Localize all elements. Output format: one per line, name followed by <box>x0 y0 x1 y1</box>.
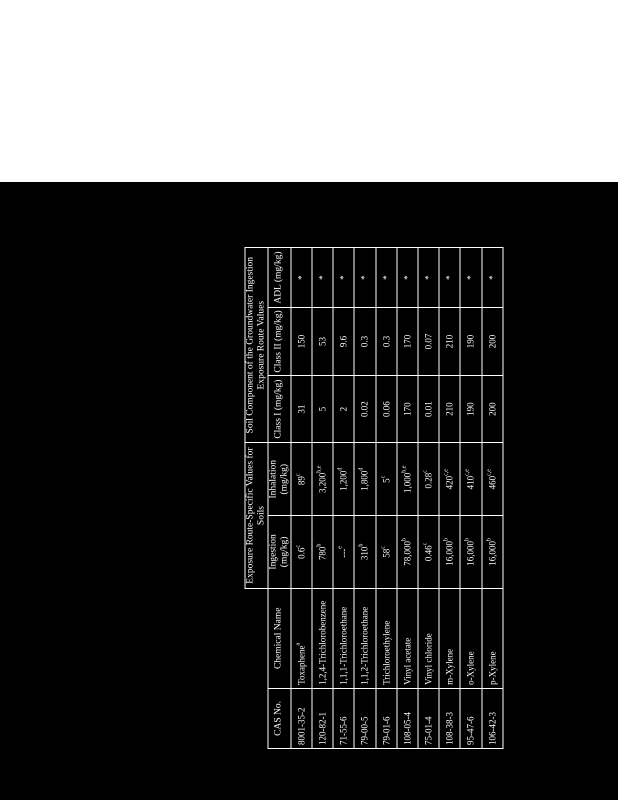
cas-cell <box>397 688 418 748</box>
class-2-cell-value: 150 <box>296 334 307 349</box>
ingestion-cell <box>333 516 354 589</box>
class-1-cell <box>460 375 481 443</box>
footnote-marker: e <box>337 546 344 549</box>
class-2-cell-value: 9.6 <box>338 335 349 348</box>
class-1-cell-value: 210 <box>444 402 455 416</box>
ingestion-cell <box>460 516 481 589</box>
cas-cell-value: 120-82-1 <box>317 712 328 745</box>
ingestion-cell-value: 58 <box>381 548 391 558</box>
inhalation-cell-value: 89 <box>296 476 307 486</box>
adl-cell-value: * <box>444 275 455 280</box>
class-2-cell-value: 0.3 <box>359 335 370 348</box>
class-1-cell <box>376 375 397 443</box>
exposure-route-header: Exposure Route-Specific Values for Soils <box>245 443 268 588</box>
footnote-marker: b,e <box>401 465 408 473</box>
inhalation-cell-value: 1,000 <box>402 472 413 493</box>
chemical-name-cell <box>397 588 418 688</box>
ingestion-cell-value: 16,000 <box>465 541 476 566</box>
class-2-cell <box>333 308 354 376</box>
cas-cell-value: 71-55-6 <box>338 716 349 745</box>
class-1-cell <box>354 375 375 443</box>
class-2-cell <box>460 308 481 376</box>
ingestion-cell-value: 78,000 <box>402 541 413 566</box>
ingestion-cell <box>312 516 333 589</box>
chemical-name-cell <box>333 588 354 688</box>
class-1-cell <box>397 375 418 443</box>
class-2-cell <box>376 308 397 376</box>
cas-cell-value: 8001-35-2 <box>296 707 307 745</box>
inhalation-cell-value: 420 <box>444 475 455 490</box>
chemical-name-cell-value: 1,1,1-Trichloroethane <box>338 606 349 685</box>
footnote-marker: c <box>295 544 302 548</box>
adl-cell <box>354 248 375 308</box>
footnote-marker: c <box>380 546 386 549</box>
chemical-name-cell-value: p-Xylene <box>487 651 498 685</box>
footnote-marker: c,e <box>464 469 471 476</box>
class-2-cell <box>354 308 375 376</box>
chemical-name-cell <box>291 588 312 688</box>
class-1-cell <box>333 375 354 443</box>
table-row <box>439 248 460 749</box>
cas-cell <box>291 688 312 748</box>
cas-cell <box>439 688 460 748</box>
ingestion-cell-value: 0.46 <box>423 545 434 562</box>
ingestion-cell <box>354 516 375 589</box>
col-class-1: Class I (mg/kg) <box>268 375 291 443</box>
inhalation-cell-value: 1,800 <box>359 470 370 491</box>
class-1-cell-value: 0.02 <box>359 401 370 417</box>
cas-cell-value: 75-01-4 <box>423 716 434 745</box>
table-row <box>376 248 397 749</box>
cas-cell <box>460 688 481 748</box>
chemical-name-cell-value: m-Xylene <box>444 648 455 685</box>
class-1-cell-value: 5 <box>317 406 328 412</box>
class-2-cell-value: 53 <box>317 336 328 346</box>
ingestion-cell-value: 16,000 <box>444 541 455 566</box>
inhalation-cell <box>397 443 418 516</box>
col-class-2: Class II (mg/kg) <box>268 308 291 376</box>
class-2-cell <box>397 308 418 376</box>
chemical-name-cell <box>376 588 397 688</box>
footnote-marker: c <box>422 470 429 473</box>
class-1-cell <box>482 375 503 443</box>
adl-cell <box>460 248 481 308</box>
table-header <box>245 248 291 749</box>
cas-cell <box>376 688 397 748</box>
footnote-marker: c <box>380 475 386 479</box>
adl-cell <box>333 248 354 308</box>
cas-cell <box>312 688 333 748</box>
table-row <box>418 248 439 749</box>
inhalation-cell <box>333 443 354 516</box>
cas-cell-value: 79-00-5 <box>359 716 370 745</box>
ingestion-cell-value: --- <box>338 548 349 558</box>
cas-cell-value: 95-47-6 <box>465 716 476 745</box>
inhalation-cell-value: 0.28 <box>423 472 434 489</box>
ingestion-cell <box>397 516 418 589</box>
inhalation-cell <box>376 443 397 516</box>
cas-cell-value: 108-38-3 <box>444 712 455 745</box>
class-2-cell-value: 170 <box>402 334 413 349</box>
cas-cell-value: 108-05-4 <box>402 712 413 745</box>
inhalation-cell <box>460 443 481 516</box>
col-chemical-name: Chemical Name <box>268 588 291 688</box>
ingestion-cell <box>439 516 460 589</box>
table-row <box>354 248 375 749</box>
footnote-marker: d <box>358 467 365 471</box>
table-row <box>312 248 333 749</box>
chemical-name-cell-value: Vinyl chloride <box>423 633 434 685</box>
inhalation-cell <box>291 443 312 516</box>
cas-cell <box>418 688 439 748</box>
inhalation-cell-value: 410 <box>465 475 476 490</box>
inhalation-cell <box>312 443 333 516</box>
chemical-name-cell <box>312 588 333 688</box>
class-1-cell-value: 170 <box>402 402 413 416</box>
chemical-name-cell-value: 1,2,4-Trichlorobenzene <box>317 600 328 685</box>
adl-cell-value: * <box>465 275 476 280</box>
ingestion-cell <box>376 516 397 589</box>
footnote-marker: b <box>443 538 450 542</box>
class-2-cell <box>418 308 439 376</box>
ingestion-cell <box>291 516 312 589</box>
chemical-name-cell-value: o-Xylene <box>465 651 476 685</box>
class-1-cell-value: 2 <box>338 406 349 412</box>
adl-cell-value: * <box>338 275 349 280</box>
table-row <box>333 248 354 749</box>
table-row <box>397 248 418 749</box>
chemical-name-cell-value: 1,1,2-Trichloroethane <box>359 606 370 685</box>
class-2-cell-value: 190 <box>465 334 476 349</box>
class-1-cell <box>418 375 439 443</box>
adl-cell <box>376 248 397 308</box>
soil-values-table <box>245 247 504 749</box>
adl-cell <box>482 248 503 308</box>
ingestion-cell-value: 780 <box>317 546 328 561</box>
cas-cell-value: 106-42-3 <box>487 712 498 745</box>
chemical-name-cell <box>460 588 481 688</box>
class-2-cell <box>439 308 460 376</box>
adl-cell-value: * <box>359 275 370 280</box>
adl-cell <box>418 248 439 308</box>
footnote-marker: b <box>486 538 493 542</box>
footnote-marker: d <box>337 467 344 471</box>
ingestion-cell-value: 16,000 <box>487 541 498 566</box>
class-2-cell-value: 210 <box>444 334 455 349</box>
inhalation-cell <box>482 443 503 516</box>
inhalation-cell-value: 1,200 <box>338 470 349 491</box>
chemical-name-cell <box>439 588 460 688</box>
adl-cell-value: * <box>296 275 307 280</box>
inhalation-cell <box>418 443 439 516</box>
col-adl: ADL (mg/kg) <box>268 248 291 308</box>
footnote-marker: c <box>422 542 429 546</box>
adl-cell-value: * <box>402 275 413 280</box>
cas-cell <box>482 688 503 748</box>
footnote-marker: c,e <box>486 469 493 476</box>
class-2-cell-value: 200 <box>487 334 498 349</box>
footnote-marker: b <box>316 543 323 547</box>
footnote-marker: b <box>401 538 408 542</box>
adl-cell-value: * <box>487 275 498 280</box>
class-1-cell <box>439 375 460 443</box>
rotated-table-container <box>245 247 504 749</box>
footnote-marker: b <box>464 538 471 542</box>
table-body <box>291 248 503 749</box>
class-2-cell <box>312 308 333 376</box>
adl-cell-value: * <box>423 275 434 280</box>
adl-cell <box>397 248 418 308</box>
inhalation-cell-value: 5 <box>381 478 391 483</box>
chemical-name-cell-value: Vinyl acetate <box>402 637 413 685</box>
adl-cell <box>291 248 312 308</box>
table-row <box>482 248 503 749</box>
cas-cell-value: 79-01-6 <box>381 716 391 745</box>
col-inhalation: Inhalation (mg/kg) <box>268 443 291 516</box>
class-1-cell <box>291 375 312 443</box>
inhalation-cell-value: 3,200 <box>317 472 328 493</box>
chemical-name-cell <box>482 588 503 688</box>
footnote-marker: b <box>358 543 365 547</box>
adl-cell <box>312 248 333 308</box>
footnote-marker: a <box>295 642 302 646</box>
cas-cell <box>354 688 375 748</box>
class-2-cell-value: 0.3 <box>381 335 391 348</box>
ingestion-cell-value: 0.6 <box>296 547 307 559</box>
col-cas: CAS No. <box>268 688 291 748</box>
table-row <box>460 248 481 749</box>
chemical-name-cell-value: Trichloroethylene <box>381 620 391 685</box>
inhalation-cell-value: 460 <box>487 475 498 490</box>
class-2-cell-value: 0.07 <box>423 333 434 350</box>
chemical-name-cell <box>418 588 439 688</box>
chemical-name-cell <box>354 588 375 688</box>
ingestion-cell <box>418 516 439 589</box>
col-ingestion: Ingestion (mg/kg) <box>268 516 291 589</box>
class-1-cell-value: 0.01 <box>423 401 434 417</box>
header-blank <box>245 588 268 748</box>
adl-cell-value: * <box>317 275 328 280</box>
cas-cell <box>333 688 354 748</box>
scan-blank-area <box>0 0 618 182</box>
footnote-marker: c <box>295 473 302 477</box>
class-1-cell-value: 0.06 <box>381 401 391 417</box>
footnote-marker: c,e <box>443 469 450 476</box>
chemical-name-cell-value: Toxaphene <box>296 645 307 685</box>
class-2-cell <box>291 308 312 376</box>
class-1-cell-value: 190 <box>465 402 476 416</box>
class-1-cell-value: 200 <box>487 402 498 416</box>
adl-cell-value: * <box>381 275 391 280</box>
class-1-cell <box>312 375 333 443</box>
groundwater-header: Soil Component of the Groundwater Ingestion Exposure Route Values <box>245 248 268 443</box>
inhalation-cell <box>354 443 375 516</box>
table-row <box>291 248 312 749</box>
class-1-cell-value: 31 <box>296 404 307 414</box>
ingestion-cell <box>482 516 503 589</box>
adl-cell <box>439 248 460 308</box>
footnote-marker: b,e <box>316 465 323 473</box>
ingestion-cell-value: 310 <box>359 546 370 561</box>
inhalation-cell <box>439 443 460 516</box>
class-2-cell <box>482 308 503 376</box>
